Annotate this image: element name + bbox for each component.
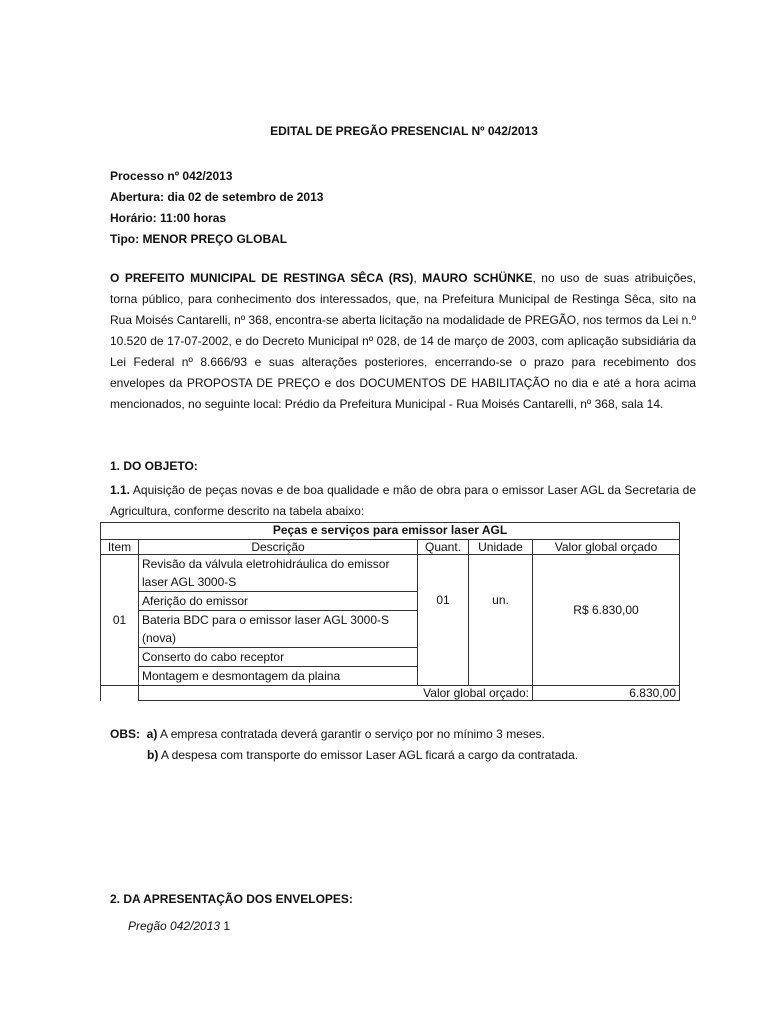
page-footer (128, 919, 230, 933)
section-1-1-paragraph (110, 480, 696, 522)
obs-b-label: b) (147, 748, 159, 762)
intro-paragraph (110, 268, 696, 415)
page-number: 1 (220, 919, 231, 933)
section-1-heading: 1. DO OBJETO: (110, 459, 198, 473)
header-unidade: Unidade (469, 540, 533, 555)
abertura-line: Abertura: dia 02 de setembro de 2013 (110, 190, 324, 204)
intro-bold-prefeito: O PREFEITO MUNICIPAL DE RESTINGA SÊCA (RS) (110, 271, 414, 285)
table-row (101, 555, 680, 592)
item-text: Aquisição de peças novas e de boa qualidade e mão de obra para o emissor Laser AGL da Secretaria de Agricultura, conforme descrito na tabela abaixo: (110, 483, 696, 518)
total-label: Valor global orçado: (139, 686, 533, 701)
header-valor: Valor global orçado (533, 540, 680, 555)
cell-descricao-5: Montagem e desmontagem da plaina (139, 667, 418, 686)
horario-line: Horário: 11:00 horas (110, 211, 227, 225)
table-caption: Peças e serviços para emissor laser AGL (101, 523, 680, 540)
header-item: Item (101, 540, 139, 555)
cell-quant: 01 (418, 555, 469, 686)
obs-block (110, 724, 578, 766)
header-descricao: Descrição (139, 540, 418, 555)
processo-line: Processo nº 042/2013 (110, 169, 233, 183)
document-title: EDITAL DE PREGÃO PRESENCIAL Nº 042/2013 (270, 124, 538, 138)
section-2-heading: 2. DA APRESENTAÇÃO DOS ENVELOPES: (110, 892, 353, 906)
table-total-row (101, 686, 680, 701)
cell-descricao-3: Bateria BDC para o emissor laser AGL 3000-S (nova) (139, 611, 418, 648)
parts-table (100, 522, 680, 701)
tipo-line: Tipo: MENOR PREÇO GLOBAL (110, 232, 288, 246)
process-info (110, 166, 323, 250)
obs-a-text: A empresa contratada deverá garantir o serviço por no mínimo 3 meses. (157, 727, 545, 741)
footer-text: Pregão 042/2013 (128, 919, 221, 933)
cell-unidade: un. (469, 555, 533, 686)
cell-valor: R$ 6.830,00 (533, 555, 680, 686)
total-value: 6.830,00 (533, 686, 680, 701)
cell-descricao-4: Conserto do cabo receptor (139, 648, 418, 667)
cell-descricao-1: Revisão da válvula eletrohidráulica do emissor laser AGL 3000-S (139, 555, 418, 592)
table-header-row (101, 540, 680, 555)
cell-item: 01 (101, 555, 139, 686)
obs-a (110, 724, 578, 745)
header-quant: Quant. (418, 540, 469, 555)
item-number: 1.1. (110, 483, 131, 497)
obs-b (110, 745, 578, 766)
obs-label: OBS: (110, 727, 140, 741)
intro-text: , no uso de suas atribuições, torna público, para conhecimento dos interessados, que, na Prefeitura Municipal de Restinga Sêca, sito na Rua Moisés Cantarelli, nº 368, encontra-se aberta licitação na modalidade de PREGÃO, nos termos da Lei n.º 10.520 de 17-07-2002, e do Decreto Municipal nº 028, de 14 de março de 2003, com aplicação subsidiária da Lei Federal nº 8.666/93 e suas alterações posteriores, encerrando-se o prazo para recebimento dos envelopes da PROPOSTA DE PREÇO e dos DOCUMENTOS DE HABILITAÇÃO no dia e até a hora acima mencionados, no seguinte local: Prédio da Prefeitura Municipal - Rua Moisés Cantarelli, nº 368, sala 14. (110, 271, 697, 411)
obs-a-label: a) (146, 727, 158, 741)
cell-descricao-2: Aferição do emissor (139, 592, 418, 611)
intro-sep: , (413, 271, 423, 285)
intro-bold-mauro: MAURO SCHÜNKE (422, 271, 533, 285)
obs-b-text: A despesa com transporte do emissor Laser AGL ficará a cargo da contratada. (158, 748, 579, 762)
